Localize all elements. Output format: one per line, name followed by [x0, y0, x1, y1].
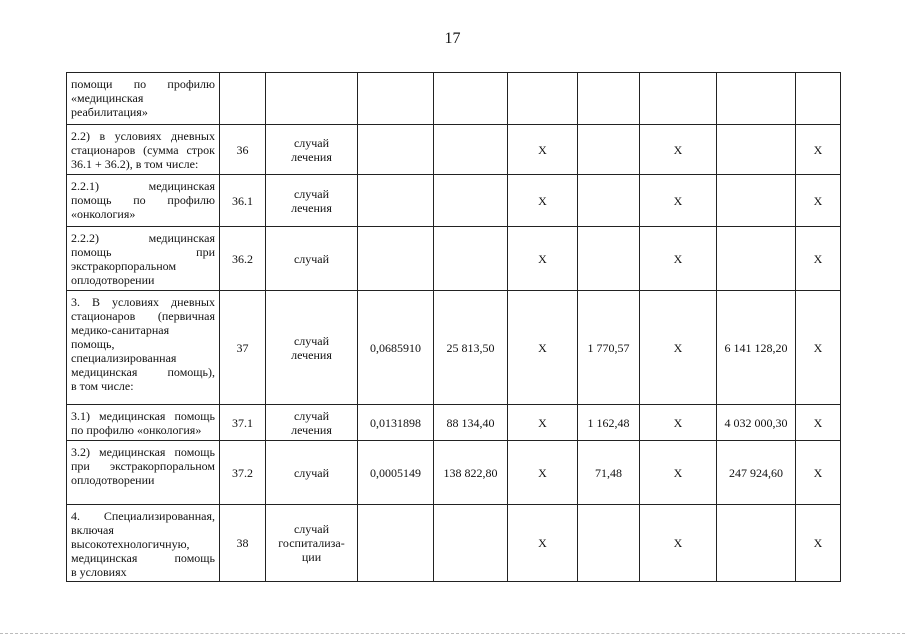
row-code-value: 37.1: [232, 415, 253, 430]
unit-of-measure: [266, 125, 358, 175]
col-8: [717, 73, 796, 125]
description-line: высокотехнологичную,: [71, 537, 190, 551]
col-8: [717, 505, 796, 582]
unit-of-measure-value: случай лечения: [291, 408, 332, 437]
col-7-value: X: [673, 536, 683, 550]
table-row: [67, 73, 841, 125]
col-7: [640, 73, 717, 125]
col-9: [796, 505, 841, 582]
norm-volume-value: 0,0005149: [370, 465, 421, 480]
unit-of-measure: [266, 291, 358, 405]
description-line: 4. Специализированная,: [71, 509, 215, 523]
col-5-value: X: [538, 340, 547, 355]
col-9-value: X: [813, 142, 823, 157]
col-5: [508, 441, 578, 505]
description-line: 2.2.2) медицинская: [71, 231, 215, 245]
norm-volume: [358, 227, 434, 291]
scan-footer-line: [0, 633, 905, 634]
col-7-value: X: [673, 251, 683, 266]
description-line: «онкология»: [71, 207, 136, 221]
col-9: [796, 227, 841, 291]
row-description: [67, 125, 220, 175]
description-line: включая: [71, 523, 114, 537]
col-9: [796, 125, 841, 175]
col-6: [578, 405, 640, 441]
col-6: [578, 125, 640, 175]
col-9-value: X: [813, 193, 823, 208]
description-line: помощи по профилю: [71, 77, 215, 91]
norm-volume-value: 0,0685910: [370, 340, 421, 355]
description-line: помощь,: [71, 337, 115, 351]
norm-cost-value: 88 134,40: [446, 415, 495, 430]
row-code-value: 37.2: [232, 465, 253, 480]
norm-cost: [434, 175, 508, 227]
norm-volume: [358, 291, 434, 405]
col-5-value: X: [538, 415, 547, 430]
unit-of-measure-value: случай: [293, 251, 330, 266]
col-7-value: X: [673, 465, 683, 480]
row-code-value: 36.2: [232, 251, 253, 266]
unit-of-measure: [266, 175, 358, 227]
description-line: медицинская помощь: [71, 551, 215, 565]
norm-cost: [434, 227, 508, 291]
norm-volume: [358, 125, 434, 175]
unit-of-measure-value: случай госпитализа- ции: [278, 522, 345, 564]
description-line: 2.2.1) медицинская: [71, 179, 215, 193]
row-description: [67, 505, 220, 582]
row-code: [220, 227, 266, 291]
col-9: [796, 405, 841, 441]
col-5: [508, 175, 578, 227]
description-line: медицинская помощь),: [71, 365, 215, 379]
col-7-value: X: [673, 142, 683, 157]
table-row: [67, 505, 841, 582]
row-code: [220, 125, 266, 175]
col-5: [508, 505, 578, 582]
col-6: [578, 175, 640, 227]
col-9: [796, 73, 841, 125]
col-6: [578, 505, 640, 582]
description-line: 3. В условиях дневных: [71, 295, 215, 309]
col-7: [640, 405, 717, 441]
description-line: 3.1) медицинская помощь: [71, 409, 215, 423]
col-6-value: 71,48: [595, 465, 622, 480]
col-8: [717, 227, 796, 291]
col-8: [717, 291, 796, 405]
norm-cost-value: 138 822,80: [443, 465, 498, 480]
unit-of-measure: [266, 73, 358, 125]
table-row: [67, 227, 841, 291]
table-row: [67, 441, 841, 505]
norm-volume: [358, 175, 434, 227]
col-7: [640, 175, 717, 227]
description-line: специализированная: [71, 351, 177, 365]
description-line: оплодотворении: [71, 273, 155, 287]
col-5: [508, 73, 578, 125]
col-5: [508, 291, 578, 405]
col-8: [717, 125, 796, 175]
report-table: [66, 72, 841, 582]
norm-cost: [434, 505, 508, 582]
col-9-value: X: [813, 465, 823, 480]
col-9-value: X: [813, 251, 823, 266]
row-description: [67, 441, 220, 505]
col-7: [640, 505, 717, 582]
row-code: [220, 441, 266, 505]
table-row: [67, 291, 841, 405]
norm-volume: [358, 441, 434, 505]
col-8-value: 6 141 128,20: [724, 340, 788, 355]
description-line: при экстракорпоральном: [71, 459, 215, 473]
col-6: [578, 73, 640, 125]
col-5-value: X: [538, 193, 547, 208]
col-7-value: X: [673, 193, 683, 208]
col-5-value: X: [538, 251, 547, 266]
col-9-value: X: [813, 340, 823, 355]
description-line: в условиях: [71, 565, 127, 579]
description-line: 3.2) медицинская помощь: [71, 445, 215, 459]
unit-of-measure-value: случай: [293, 465, 330, 480]
description-line: 2.2) в условиях дневных: [71, 129, 215, 143]
row-code: [220, 405, 266, 441]
unit-of-measure-value: случай лечения: [291, 186, 332, 215]
row-description: [67, 175, 220, 227]
row-code: [220, 505, 266, 582]
row-description: [67, 291, 220, 405]
col-6: [578, 441, 640, 505]
col-8: [717, 405, 796, 441]
norm-cost: [434, 125, 508, 175]
norm-volume: [358, 73, 434, 125]
col-7: [640, 291, 717, 405]
col-5: [508, 405, 578, 441]
col-8-value: 247 924,60: [729, 465, 783, 480]
col-9: [796, 441, 841, 505]
norm-volume: [358, 405, 434, 441]
col-5-value: X: [538, 142, 547, 157]
unit-of-measure-value: случай лечения: [291, 135, 332, 164]
row-code: [220, 291, 266, 405]
col-7: [640, 125, 717, 175]
table-row: [67, 175, 841, 227]
col-6-value: 1 770,57: [587, 340, 630, 355]
description-line: помощь по профилю: [71, 193, 215, 207]
col-9: [796, 175, 841, 227]
col-8: [717, 441, 796, 505]
col-7: [640, 227, 717, 291]
unit-of-measure: [266, 405, 358, 441]
row-code-value: 36.1: [232, 193, 253, 208]
col-9-value: X: [813, 536, 823, 550]
table-row: [67, 125, 841, 175]
unit-of-measure: [266, 505, 358, 582]
row-code: [220, 175, 266, 227]
row-code-value: 36: [236, 142, 249, 157]
description-line: «медицинская: [71, 91, 144, 105]
description-line: стационаров (первичная: [71, 309, 215, 323]
unit-of-measure: [266, 441, 358, 505]
description-line: стационаров (сумма строк: [71, 143, 215, 157]
col-5: [508, 227, 578, 291]
col-8: [717, 175, 796, 227]
row-description: [67, 405, 220, 441]
description-line: по профилю «онкология»: [71, 423, 202, 437]
row-code-value: 37: [236, 340, 249, 355]
table-row: [67, 405, 841, 441]
norm-volume-value: 0,0131898: [370, 415, 421, 430]
col-5: [508, 125, 578, 175]
norm-cost: [434, 73, 508, 125]
col-7-value: X: [673, 415, 683, 430]
row-description: [67, 73, 220, 125]
row-code: [220, 73, 266, 125]
col-7-value: X: [673, 340, 683, 355]
description-line: в том числе:: [71, 379, 134, 393]
norm-cost: [434, 441, 508, 505]
description-line: медико-санитарная: [71, 323, 170, 337]
report-body: [67, 73, 841, 582]
row-code-value: 38: [236, 536, 249, 550]
col-9-value: X: [813, 415, 823, 430]
unit-of-measure-value: случай лечения: [291, 333, 332, 362]
norm-cost-value: 25 813,50: [446, 340, 495, 355]
description-line: реабилитация»: [71, 105, 148, 119]
norm-volume: [358, 505, 434, 582]
row-description: [67, 227, 220, 291]
unit-of-measure: [266, 227, 358, 291]
description-line: оплодотворении: [71, 473, 155, 487]
page-number: 17: [444, 30, 461, 47]
description-line: 36.1 + 36.2), в том числе:: [71, 157, 199, 171]
description-line: помощь при: [71, 245, 215, 259]
col-7: [640, 441, 717, 505]
col-8-value: 4 032 000,30: [724, 415, 788, 430]
norm-cost: [434, 405, 508, 441]
col-5-value: X: [538, 465, 547, 480]
col-6-value: 1 162,48: [587, 415, 630, 430]
col-6: [578, 227, 640, 291]
col-5-value: X: [538, 536, 547, 550]
col-9: [796, 291, 841, 405]
norm-cost: [434, 291, 508, 405]
col-6: [578, 291, 640, 405]
description-line: экстракорпоральном: [71, 259, 177, 273]
